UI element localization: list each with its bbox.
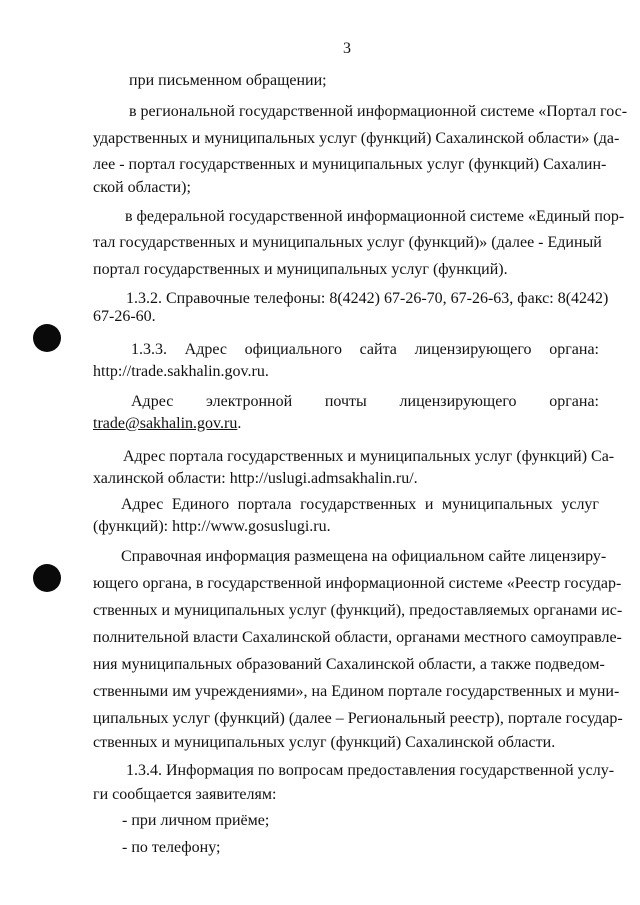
text-line: 1.3.2. Справочные телефоны: 8(4242) 67-26-70, 67-26-63, факс: 8(4242) [126, 290, 609, 307]
text-line: - при личном приёме; [122, 812, 270, 829]
text-line: портал государственных и муниципальных услуг (функций). [93, 261, 508, 278]
text-line: Адрес портала государственных и муниципальных услуг (функций) Са- [123, 448, 615, 465]
text-line: Справочная информация размещена на официальном сайте лицензиру- [121, 548, 607, 565]
page-number: 3 [343, 40, 351, 57]
text-line: http://trade.sakhalin.gov.ru. [93, 363, 269, 380]
text-line: ственных и муниципальных услуг (функций), предоставляемых органами ис- [93, 602, 623, 619]
text-line: 1.3.4. Информация по вопросам предоставления государственной услу- [126, 762, 615, 779]
text-line: в федеральной государственной информационной системе «Единый пор- [125, 208, 625, 225]
text-line: ударственных и муниципальных услуг (функций) Сахалинской области» (да- [93, 130, 620, 147]
text-line: ципальных услуг (функций) (далее – Региональный реестр), портале государ- [93, 710, 623, 727]
text-line: ской области); [93, 179, 191, 196]
punch-hole-mark [33, 564, 61, 592]
text-line: при письменном обращении; [129, 72, 327, 89]
text-line: (функций): http://www.gosuslugi.ru. [93, 518, 331, 535]
punch-hole-mark [33, 324, 61, 352]
text-line: Адрес электронной почты лицензирующего органа: [131, 393, 599, 410]
text-line: - по телефону; [122, 839, 221, 856]
text-line: тал государственных и муниципальных услуг (функций)» (далее - Единый [93, 234, 602, 251]
text-line: 67-26-60. [93, 308, 156, 325]
email-period: . [237, 415, 242, 432]
text-line: ния муниципальных образований Сахалинской области, а также подведом- [93, 656, 605, 673]
text-line: ги сообщается заявителям: [93, 786, 277, 803]
text-line: 1.3.3. Адрес официального сайта лицензирующего органа: [131, 341, 599, 358]
text-line: лее - портал государственных и муниципальных услуг (функций) Сахалин- [93, 156, 607, 173]
text-line [93, 413, 599, 434]
text-line: халинской области: http://uslugi.admsakhalin.ru/. [93, 470, 418, 487]
text-line: Адрес Единого портала государственных и муниципальных услуг [121, 496, 599, 513]
text-line: ственными им учреждениями», на Едином портале государственных и муни- [93, 683, 620, 700]
text-line: ственных и муниципальных услуг (функций) Сахалинской области. [93, 734, 556, 751]
text-line: ющего органа, в государственной информационной системе «Реестр государ- [93, 575, 622, 592]
text-line: полнительной власти Сахалинской области, органами местного самоуправле- [93, 629, 622, 646]
email-link[interactable]: trade@sakhalin.gov.ru [93, 415, 238, 432]
text-line: в региональной государственной информационной системе «Портал гос- [129, 103, 628, 120]
